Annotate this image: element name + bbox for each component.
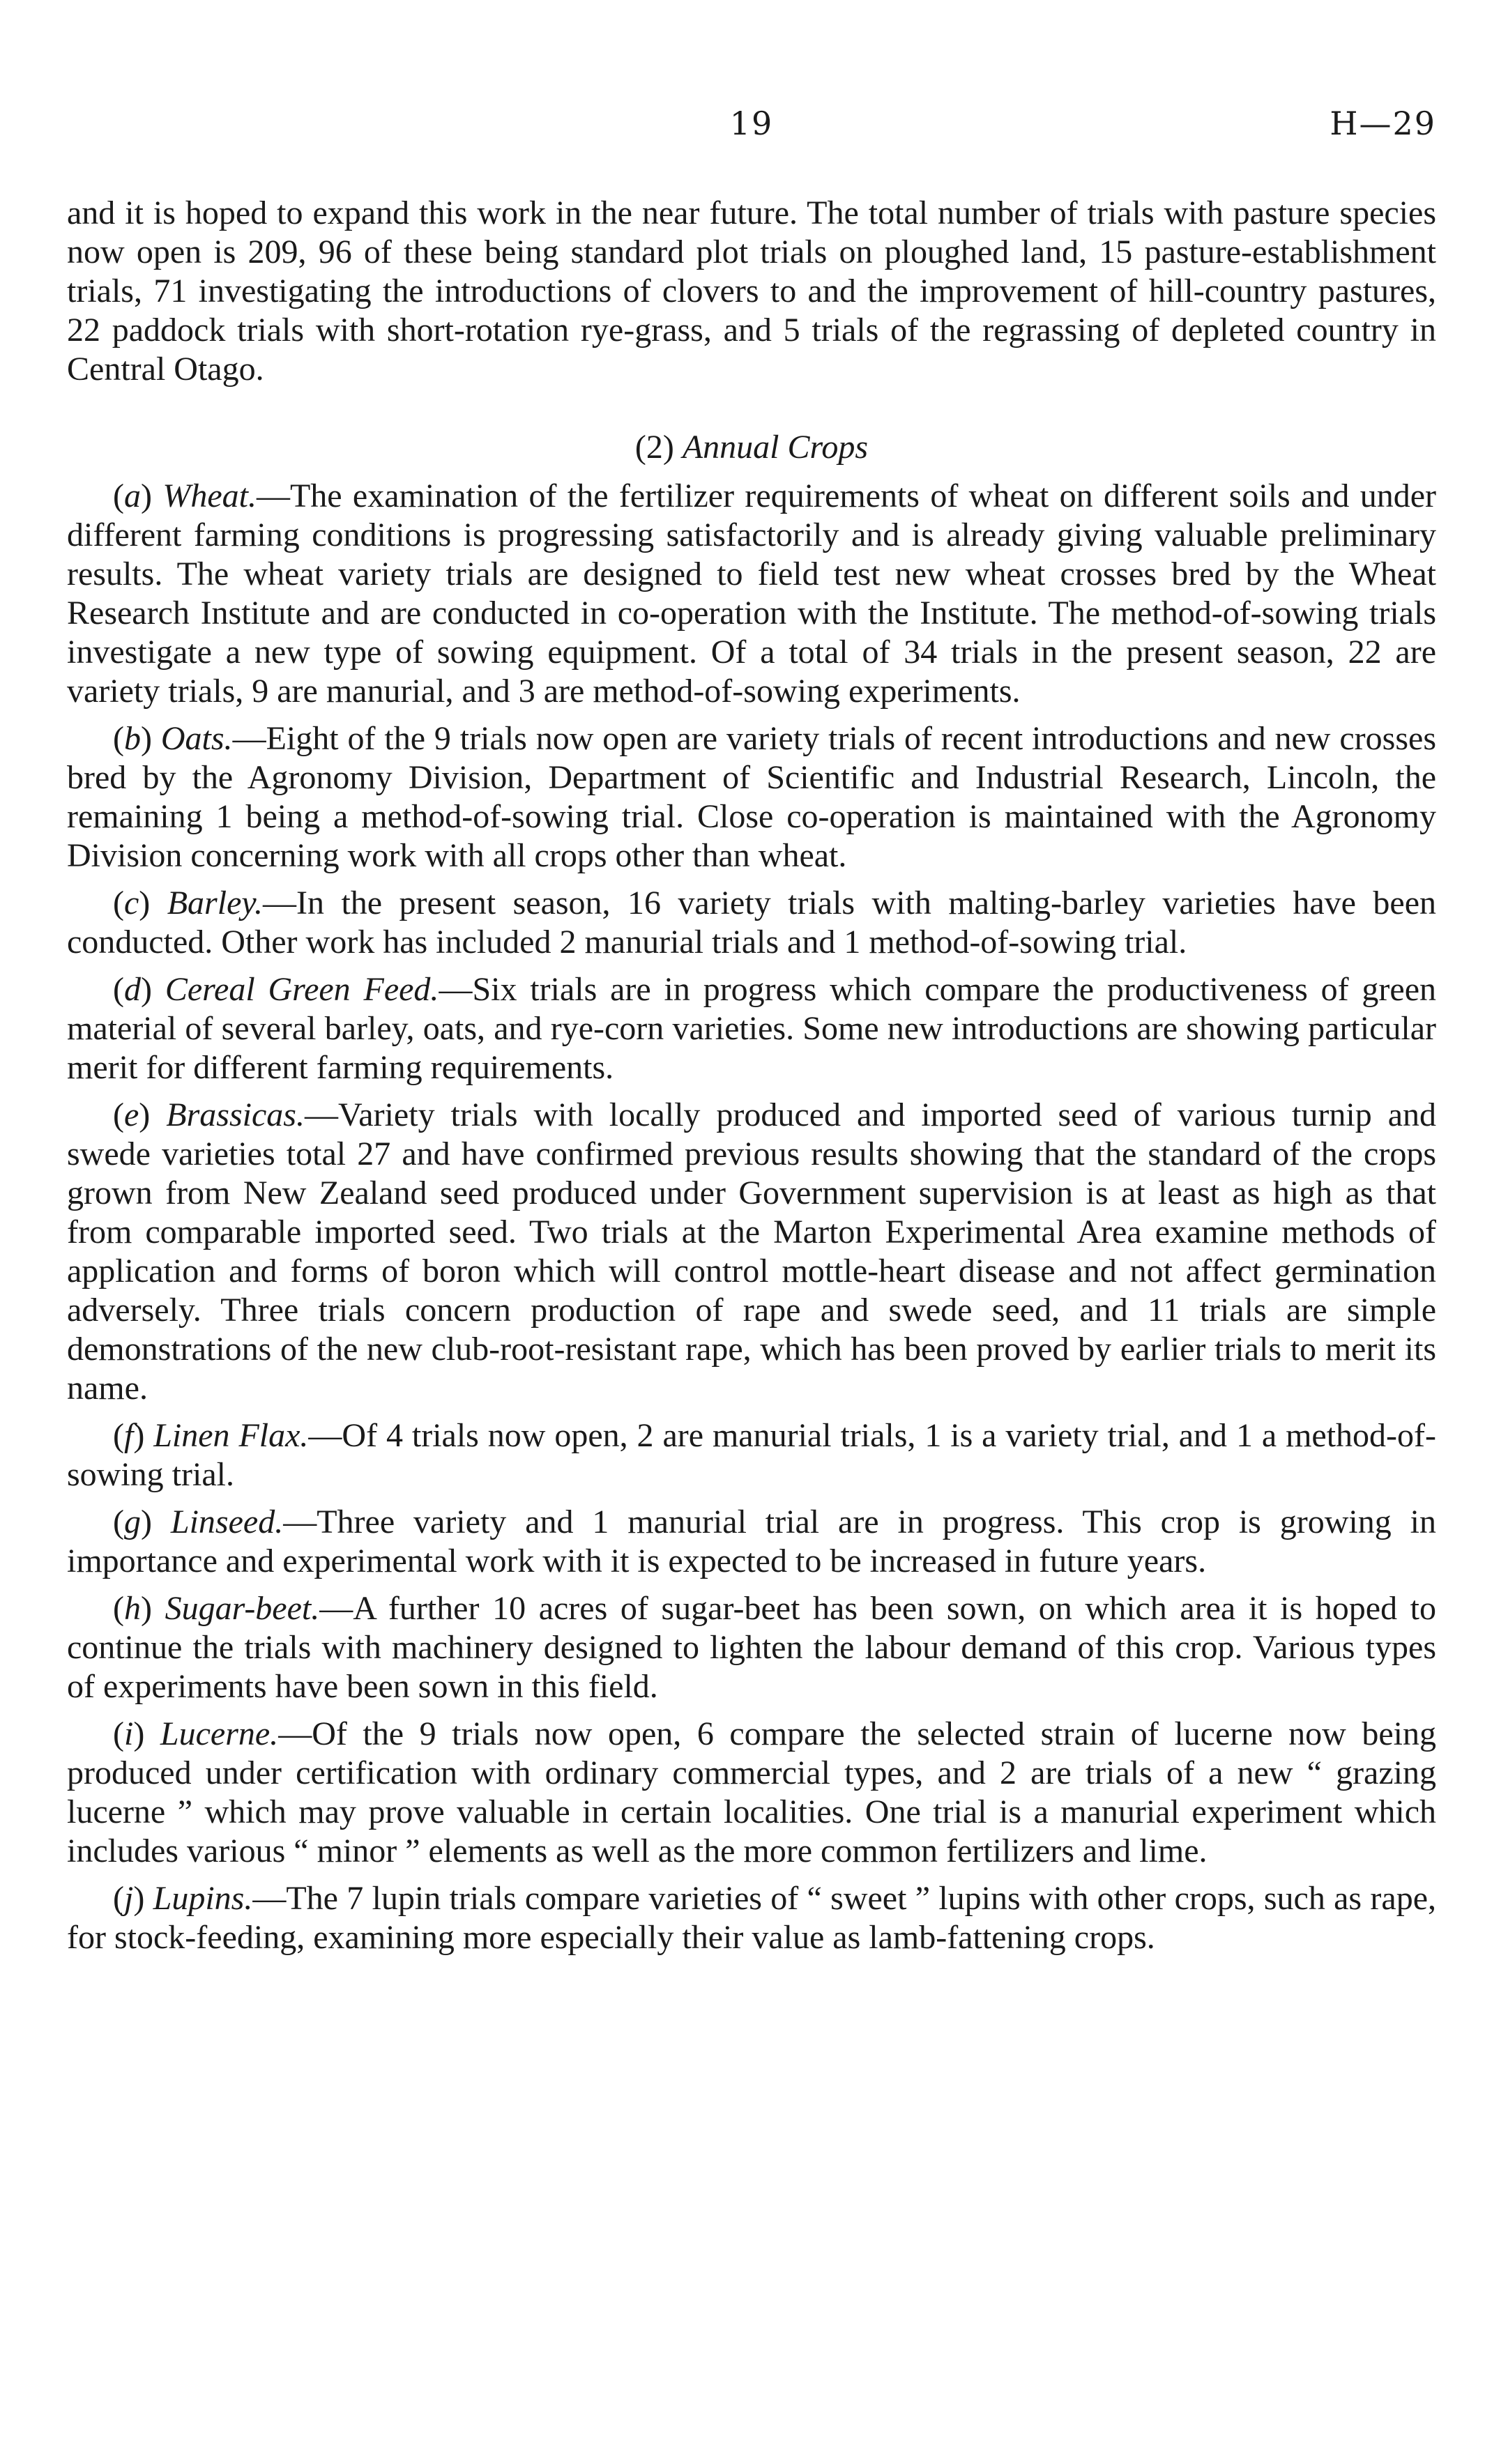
item-body: —Six trials are in progress which compare the productiveness of green material of several barley, oats, and rye-corn varieties. Some new introductions are showing particular merit for different farming requirements. <box>67 971 1437 1086</box>
item-letter: a <box>123 477 141 514</box>
item-body: —Three variety and 1 manurial trial are in progress. This crop is growing in importance and experimental work with it is expected to be increased in future years. <box>67 1503 1436 1579</box>
list-item-linen-flax: (f) Linen Flax.—Of 4 trials now open, 2 are manurial trials, 1 is a variety trial, and 1 a method-of-sowing trial. <box>67 1417 1437 1493</box>
section-number: (2) <box>634 429 674 466</box>
item-body: —In the present season, 16 variety trials with malting-barley varieties have been conducted. Other work has included 2 manurial trials and 1 method-of-sowing trial. <box>67 885 1437 961</box>
list-item-sugar-beet: (h) Sugar-beet.—A further 10 acres of sugar-beet has been sown, on which area it is hoped to continue the trials with machinery designed to lighten the labour demand of this crop. Various types of experiments have been sown in this field. <box>67 1590 1437 1705</box>
item-title: Wheat. <box>162 477 257 514</box>
item-letter: h <box>123 1590 141 1627</box>
item-letter: j <box>123 1880 134 1917</box>
item-letter: f <box>123 1417 134 1454</box>
item-title: Sugar-beet. <box>165 1590 320 1627</box>
item-body: —The 7 lupin trials compare varieties of “ sweet ” lupins with other crops, such as rape, for stock-feeding, examining more especially their value as lamb-fattening crops. <box>67 1880 1437 1956</box>
list-item-lupins: (j) Lupins.—The 7 lupin trials compare varieties of “ sweet ” lupins with other crops, such as rape, for stock-feeding, examining more especially their value as lamb-fattening crops. <box>67 1880 1437 1956</box>
item-title: Linen Flax. <box>153 1417 309 1454</box>
list-item-cereal-green-feed: (d) Cereal Green Feed.—Six trials are in progress which compare the productiveness of green material of several barley, oats, and rye-corn varieties. Some new introductions are showing particular merit for different farming requirements. <box>67 971 1437 1086</box>
page-header <box>67 105 1436 153</box>
section-title: Annual Crops <box>682 429 869 466</box>
item-body: —The examination of the fertilizer requirements of wheat on different soils and under different farming conditions is progressing satisfactorily and is already giving valuable preliminary results. The wheat variety trials are designed to field test new wheat crosses bred by the Wheat Research Institute and are conducted in co-operation with the Institute. The method-of-sowing trials investigate a new type of sowing equipment. Of a total of 34 trials in the present season, 22 are variety trials, 9 are manurial, and 3 are method-of-sowing experiments. <box>67 477 1437 710</box>
item-body: —Of 4 trials now open, 2 are manurial trials, 1 is a variety trial, and 1 a method-of-sowing trial. <box>67 1417 1437 1493</box>
section-heading <box>67 428 1436 467</box>
item-title: Lucerne. <box>160 1715 279 1752</box>
item-letter: b <box>123 720 141 757</box>
item-body: —A further 10 acres of sugar-beet has been sown, on which area it is hoped to continue the trials with machinery designed to lighten the labour demand of this crop. Various types of experiments have been sown in this field. <box>67 1590 1437 1705</box>
page-number: 19 <box>729 105 774 142</box>
list-item-oats: (b) Oats.—Eight of the 9 trials now open are variety trials of recent introductions and new crosses bred by the Agronomy Division, Department of Scientific and Industrial Research, Lincoln, the remaining 1 being a method-of-sowing trial. Close co-operation is maintained with the Agronomy Division concerning work with all crops other than wheat. <box>67 720 1436 874</box>
item-body: —Of the 9 trials now open, 6 compare the selected strain of lucerne now being produced under certification with ordinary commercial types, and 2 are trials of a new “ grazing lucerne ” which may prove valuable in certain localities. One trial is a manurial experiment which includes various “ minor ” elements as well as the more common fertilizers and lime. <box>67 1715 1437 1869</box>
item-title: Linseed. <box>170 1503 284 1540</box>
item-body: —Eight of the 9 trials now open are variety trials of recent introductions and new crosses bred by the Agronomy Division, Department of Scientific and Industrial Research, Lincoln, the remaining 1 being a method-of-sowing trial. Close co-operation is maintained with the Agronomy Division concerning work with all crops other than wheat. <box>67 720 1436 874</box>
item-title: Brassicas. <box>166 1096 305 1133</box>
item-letter: i <box>123 1715 134 1752</box>
list-item-brassicas: (e) Brassicas.—Variety trials with locally produced and imported seed of various turnip and swede varieties total 27 and have confirmed previous results showing that the standard of the crops grown from New Zealand seed produced under Government supervision is at least as high as that from comparable imported seed. Two trials at the Marton Experimental Area examine methods of application and forms of boron which will control mottle-heart disease and not affect germination adversely. Three trials concern production of rape and swede seed, and 11 trials are simple demonstrations of the new club-root-resistant rape, which has been proved by earlier trials to merit its name. <box>67 1096 1436 1407</box>
item-letter: d <box>123 971 141 1008</box>
item-title: Lupins. <box>153 1880 253 1917</box>
item-letter: g <box>123 1503 141 1540</box>
item-title: Oats. <box>160 720 233 757</box>
intro-paragraph: and it is hoped to expand this work in the near future. The total number of trials with pasture species now open is 209, 96 of these being standard plot trials on ploughed land, 15 pasture-establishment trials, 71 investigating the introductions of clovers to and the improvement of hill-country pastures, 22 paddock trials with short-rotation rye-grass, and 5 trials of the regrassing of depleted country in Central Otago. <box>67 194 1436 388</box>
list-item-lucerne: (i) Lucerne.—Of the 9 trials now open, 6 compare the selected strain of lucerne now being produced under certification with ordinary commercial types, and 2 are trials of a new “ grazing lucerne ” which may prove valuable in certain localities. One trial is a manurial experiment which includes various “ minor ” elements as well as the more common fertilizers and lime. <box>67 1715 1437 1869</box>
item-title: Barley. <box>167 885 264 921</box>
item-title: Cereal Green Feed. <box>165 971 439 1008</box>
list-item-barley: (c) Barley.—In the present season, 16 variety trials with malting-barley varieties have been conducted. Other work has included 2 manurial trials and 1 method-of-sowing trial. <box>67 885 1437 961</box>
item-letter: e <box>123 1096 139 1133</box>
document-body <box>67 194 1436 1957</box>
item-body: —Variety trials with locally produced and imported seed of various turnip and swede varieties total 27 and have confirmed previous results showing that the standard of the crops grown from New Zealand seed produced under Government supervision is at least as high as that from comparable imported seed. Two trials at the Marton Experimental Area examine methods of application and forms of boron which will control mottle-heart disease and not affect germination adversely. Three trials concern production of rape and swede seed, and 11 trials are simple demonstrations of the new club-root-resistant rape, which has been proved by earlier trials to merit its name. <box>67 1096 1436 1407</box>
list-item-wheat: (a) Wheat.—The examination of the fertilizer requirements of wheat on different soils and under different farming conditions is progressing satisfactorily and is already giving valuable preliminary results. The wheat variety trials are designed to field test new wheat crosses bred by the Wheat Research Institute and are conducted in co-operation with the Institute. The method-of-sowing trials investigate a new type of sowing equipment. Of a total of 34 trials in the present season, 22 are variety trials, 9 are manurial, and 3 are method-of-sowing experiments. <box>67 477 1437 710</box>
item-letter: c <box>123 885 139 921</box>
document-reference: H—29 <box>1330 105 1436 142</box>
list-item-linseed: (g) Linseed.—Three variety and 1 manurial trial are in progress. This crop is growing in importance and experimental work with it is expected to be increased in future years. <box>67 1503 1436 1579</box>
